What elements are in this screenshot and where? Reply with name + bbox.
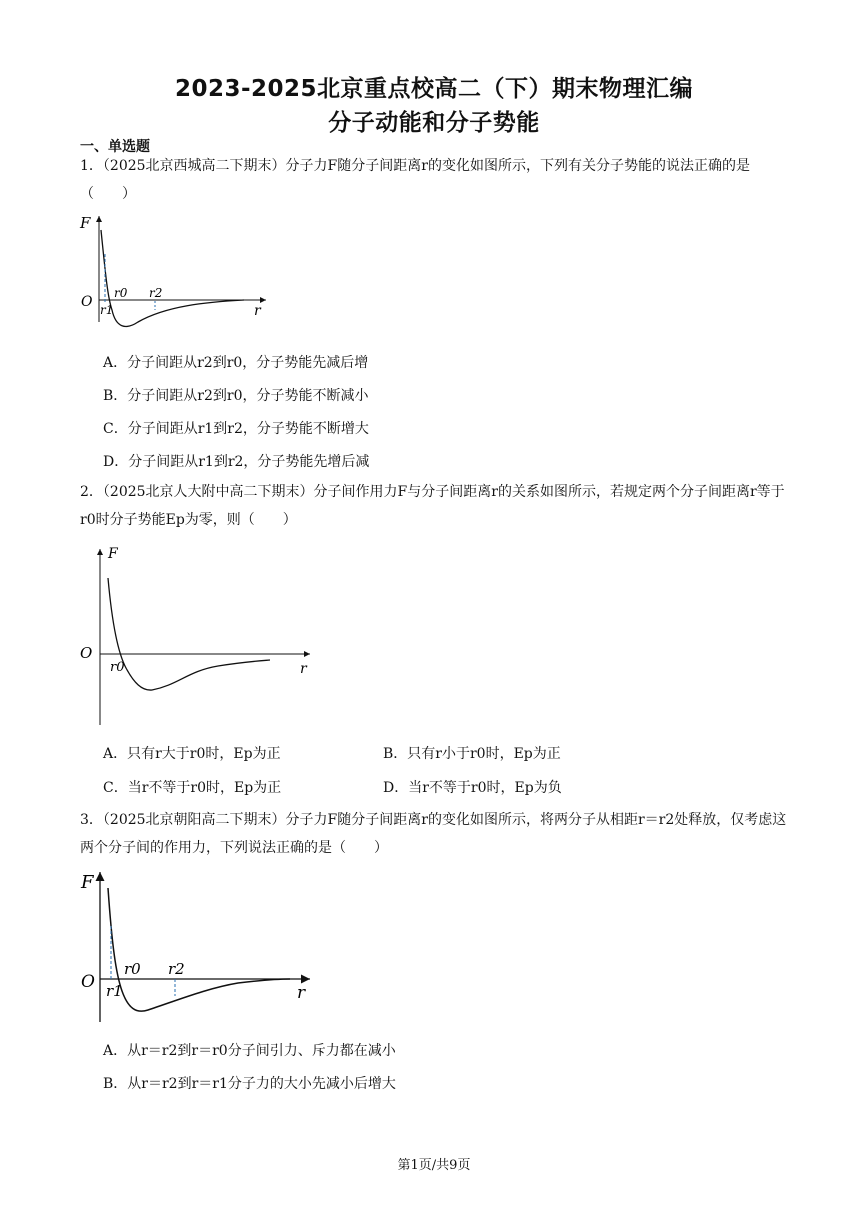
question-2-option-a: A．只有r大于r0时，Ep为正 <box>103 746 281 762</box>
r0-label: r0 <box>114 286 128 300</box>
r2-label: r2 <box>149 286 163 300</box>
question-3-option-a: A．从r＝r2到r＝r0分子间引力、斥力都在减小 <box>103 1043 396 1059</box>
question-2-figure <box>78 543 318 728</box>
y-axis-label: F <box>80 214 91 232</box>
origin-label: O <box>80 644 93 662</box>
origin-label: O <box>81 294 93 310</box>
question-3-option-b: B．从r＝r2到r＝r1分子力的大小先减小后增大 <box>103 1076 396 1092</box>
r2-label: r2 <box>168 960 185 978</box>
page-subtitle: 分子动能和分子势能 <box>328 110 540 136</box>
question-1-option-d: D．分子间距从r1到r2，分子势能先增后减 <box>103 454 370 470</box>
x-axis-label: r <box>254 303 261 319</box>
force-curve <box>108 888 290 1011</box>
question-3-stem: 3．（2025北京朝阳高二下期末）分子力F随分子间距离r的变化如图所示，将两分子从相距r＝r2处释放，仅考虑这两个分子间的作用力，下列说法正确的是（ ） <box>80 812 787 856</box>
question-1-option-c: C．分子间距从r1到r2，分子势能不断增大 <box>103 421 369 437</box>
question-1-option-b: B．分子间距从r2到r0，分子势能不断减小 <box>103 388 369 404</box>
r1-label: r1 <box>100 303 114 317</box>
section-heading: 一、单选题 <box>80 139 150 155</box>
question-2-stem: 2．（2025北京人大附中高二下期末）分子间作用力F与分子间距离r的关系如图所示，若规定两个分子间距离r等于r0时分子势能Ep为零，则（ ） <box>80 484 785 528</box>
r1-label: r1 <box>106 982 123 1000</box>
r0-label: r0 <box>124 960 141 978</box>
question-2-option-d: D．当r不等于r0时，Ep为负 <box>383 780 562 796</box>
r0-label: r0 <box>110 660 125 675</box>
origin-label: O <box>81 972 95 992</box>
question-2-option-c: C．当r不等于r0时，Ep为正 <box>103 780 282 796</box>
y-axis-label: F <box>81 872 94 893</box>
question-1-figure <box>76 210 276 330</box>
question-2-option-b: B．只有r小于r0时，Ep为正 <box>383 746 561 762</box>
y-axis-label: F <box>108 546 118 562</box>
force-curve <box>101 230 244 326</box>
question-1-stem: 1．（2025北京西城高二下期末）分子力F随分子间距离r的变化如图所示，下列有关分子势能的说法正确的是（ ） <box>80 158 750 202</box>
question-3-figure <box>78 866 318 1026</box>
force-curve <box>108 578 270 690</box>
x-axis-label: r <box>297 983 306 1003</box>
x-axis-label: r <box>300 661 307 677</box>
page-number: 第1页/共9页 <box>397 1158 471 1173</box>
question-1-option-a: A．分子间距从r2到r0，分子势能先减后增 <box>103 355 369 371</box>
page-title: 2023-2025北京重点校高二（下）期末物理汇编 <box>174 76 694 102</box>
